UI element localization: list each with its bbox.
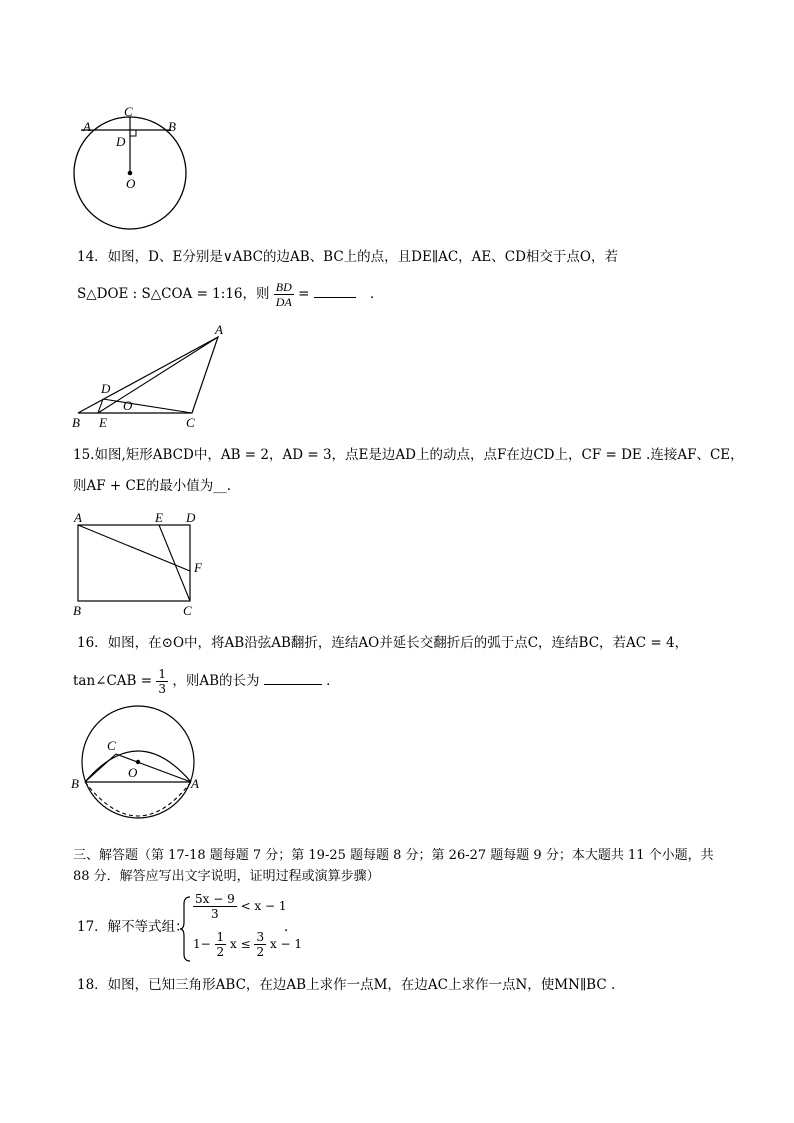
- q17-ineq2-a: 1−: [193, 937, 211, 951]
- label-C: C: [107, 738, 116, 753]
- q16-line2: [73, 667, 340, 696]
- q17-ineq1-num: 5x − 9: [195, 892, 235, 906]
- label-D: D: [116, 134, 126, 149]
- label-B: B: [72, 415, 80, 430]
- q17-ineq1-frac: [193, 892, 237, 921]
- section3-line2: 88 分．解答应写出文字说明，证明过程或演算步骤）: [73, 869, 380, 884]
- q17-ineq1: [193, 892, 287, 921]
- label-O: O: [126, 176, 136, 191]
- label-A: A: [191, 776, 199, 791]
- q16-tan-label: tan∠CAB =: [73, 673, 153, 689]
- figure-q15-rectangle: [70, 508, 215, 620]
- label-D: D: [186, 510, 196, 525]
- label-B: B: [168, 119, 176, 134]
- q17-ineq2-f2-den: 2: [256, 945, 265, 959]
- q14-area-condition: S△DOE : S△COA = 1:16，则: [77, 286, 270, 302]
- q17-prefix: 17．解不等式组：: [77, 919, 189, 935]
- label-O: O: [123, 398, 133, 413]
- figure-q14-triangle: [68, 320, 238, 430]
- label-B: B: [73, 603, 81, 618]
- label-C: C: [183, 603, 192, 618]
- q17-ineq2-f1-num: 1: [216, 930, 225, 944]
- label-A: A: [215, 322, 223, 337]
- label-F: F: [194, 560, 202, 575]
- label-C: C: [124, 104, 133, 119]
- q17-ineq2-f2-num: 3: [256, 930, 265, 944]
- q17-ineq2-f1-den: 2: [216, 945, 225, 959]
- q14-period: ．: [370, 286, 384, 302]
- q16-period: ．: [326, 673, 340, 689]
- q15-line1: 15.如图,矩形ABCD中，AB = 2，AD = 3，点E是边AD上的动点，点F在边CD上，CF = DE .连接AF、CE，: [73, 447, 744, 463]
- q17-ineq2-frac2: [254, 930, 266, 959]
- q17-ineq2-b: x ≤: [230, 937, 251, 951]
- q17-ineq1-den: 3: [211, 907, 219, 921]
- q16-answer-blank: [264, 684, 322, 685]
- q14-frac-den: DA: [275, 295, 292, 309]
- q14-equals: =: [298, 286, 310, 302]
- q17-ineq1-rest: < x − 1: [240, 899, 287, 913]
- q17: [77, 890, 337, 966]
- label-E: E: [99, 415, 107, 430]
- label-O: O: [128, 765, 138, 780]
- q14-line2: [77, 280, 384, 309]
- q14-fraction: [274, 280, 294, 309]
- q15-line2: 则AF + CE的最小值为__.: [73, 478, 231, 494]
- q17-ineq2-frac1: [215, 930, 227, 959]
- q16-line1: 16．如图，在⊙O中，将AB沿弦AB翻折，连结AO并延长交翻折后的弧于点C，连结BC，若AC = 4，: [77, 635, 689, 651]
- section3-line1: 三、解答题（第 17-18 题每题 7 分；第 19-25 题每题 8 分；第 26-27 题每题 9 分；本大题共 11 个小题，共: [73, 848, 714, 863]
- q16-fraction: [156, 667, 168, 696]
- label-C: C: [186, 415, 195, 430]
- figure-q13-circle: [66, 100, 196, 235]
- q18-line1: 18．如图，已知三角形ABC，在边AB上求作一点M，在边AC上求作一点N，使MN∥BC .: [77, 977, 616, 993]
- label-D: D: [101, 381, 111, 396]
- label-A: A: [74, 510, 82, 525]
- label-E: E: [155, 510, 163, 525]
- label-A: A: [83, 119, 91, 134]
- q14-line1: 14．如图，D、E分别是∨ABC的边AB、BC上的点，且DE∥AC，AE、CD相交于点O，若: [77, 249, 618, 265]
- q16-frac-num: 1: [158, 667, 167, 681]
- q16-question-text: ，则AB的长为: [172, 673, 260, 689]
- brace-icon: [180, 896, 192, 962]
- figure-q16-circle-fold: [68, 700, 208, 830]
- q17-ineq2-c: x − 1: [269, 937, 303, 951]
- label-B: B: [71, 776, 79, 791]
- q17-period: ．: [284, 919, 298, 935]
- q14-frac-num: BD: [275, 280, 292, 294]
- q14-answer-blank: [314, 297, 356, 298]
- q16-frac-den: 3: [158, 682, 167, 696]
